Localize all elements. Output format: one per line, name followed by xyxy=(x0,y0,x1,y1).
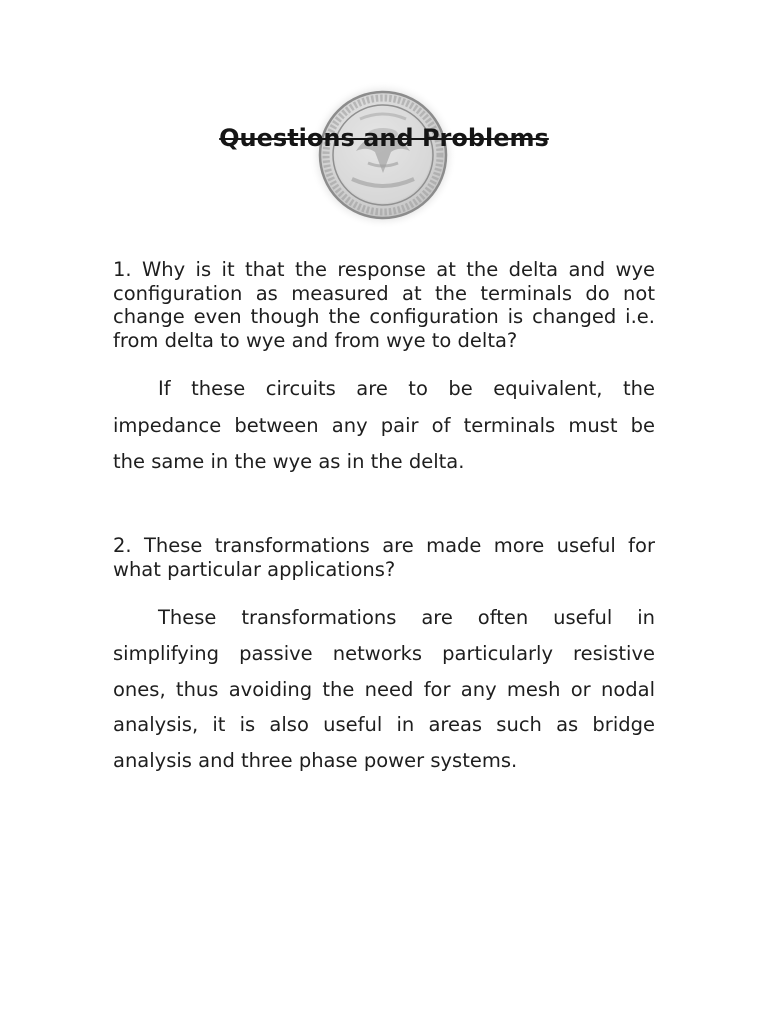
answer-2-line: analysis and three phase power systems. xyxy=(113,749,518,773)
page-title: Questions and Problems xyxy=(219,124,549,152)
answer-1-line: impedance between any pair of terminals must be xyxy=(113,413,655,437)
answer-2 xyxy=(113,600,655,779)
question-2 xyxy=(113,534,655,581)
question-2-line: what particular applications? xyxy=(113,557,396,581)
question-1-line: 1. Why is it that the response at the delta and wye xyxy=(113,258,655,281)
answer-2-line: simplifying passive networks particularly resistive xyxy=(113,641,655,665)
seal-logo xyxy=(308,79,458,231)
answer-1-line: If these circuits are to be equivalent, the xyxy=(158,377,655,400)
answer-2-line: These transformations are often useful in xyxy=(158,606,655,629)
answer-2-line: analysis, it is also useful in areas such as bridge xyxy=(113,713,655,737)
question-1-line: change even though the configuration is changed i.e. xyxy=(113,305,655,329)
question-1 xyxy=(113,258,655,353)
question-1-line: from delta to wye and from wye to delta? xyxy=(113,329,518,353)
answer-1-line: the same in the wye as in the delta. xyxy=(113,450,465,473)
question-1-line: configuration as measured at the terminals do not xyxy=(113,281,655,305)
answer-2-line: ones, thus avoiding the need for any mesh or nodal xyxy=(113,677,655,701)
answer-1 xyxy=(113,371,655,481)
question-2-line: 2. These transformations are made more useful for xyxy=(113,534,655,557)
